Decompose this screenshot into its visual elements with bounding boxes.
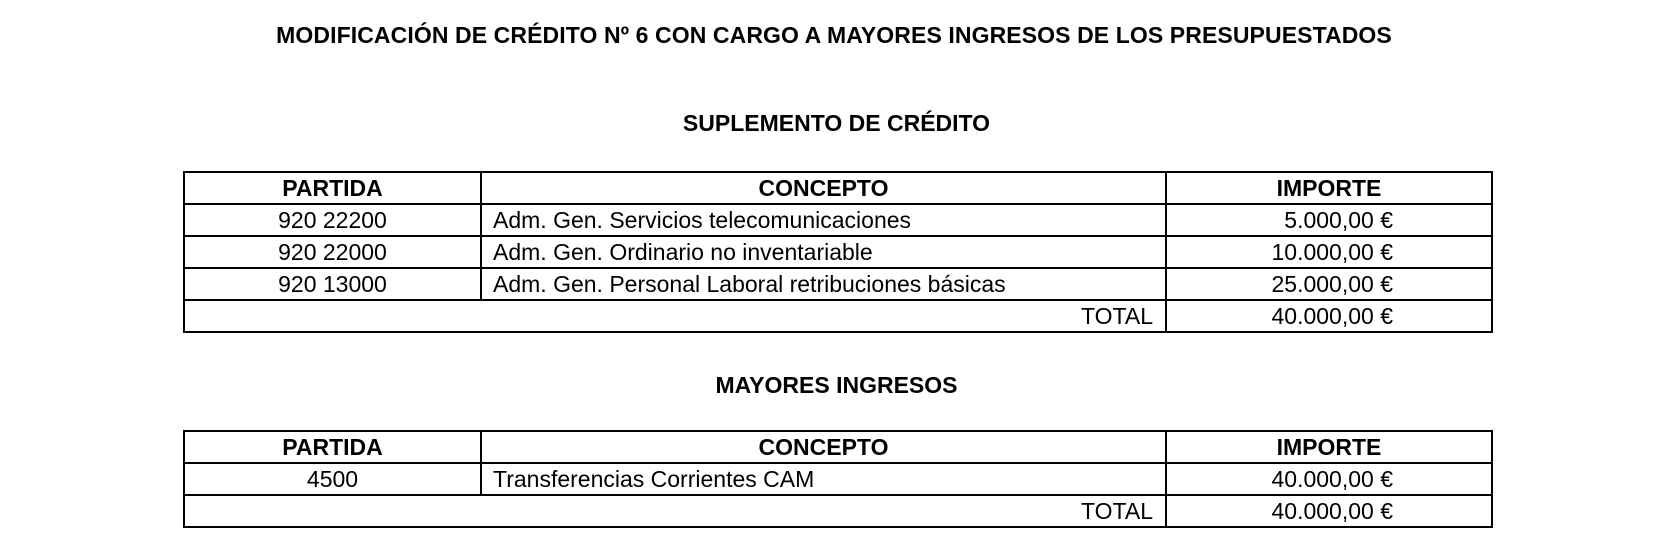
table-row (184, 204, 1492, 236)
total-value: 40.000,00 € (1166, 495, 1492, 527)
total-label: TOTAL (184, 300, 1166, 332)
header-importe: IMPORTE (1166, 431, 1492, 463)
section-title-mayores-ingresos: MAYORES INGRESOS (715, 372, 958, 398)
total-row (184, 300, 1492, 332)
header-concepto: CONCEPTO (481, 172, 1166, 204)
cell-partida: 4500 (184, 463, 481, 495)
cell-importe: 25.000,00 € (1166, 268, 1492, 300)
table-header-row (184, 172, 1492, 204)
cell-partida: 920 13000 (184, 268, 481, 300)
header-concepto: CONCEPTO (481, 431, 1166, 463)
table-row (184, 463, 1492, 495)
table-row (184, 236, 1492, 268)
cell-concepto: Transferencias Corrientes CAM (481, 463, 1166, 495)
header-importe: IMPORTE (1166, 172, 1492, 204)
cell-importe: 40.000,00 € (1166, 463, 1492, 495)
cell-concepto: Adm. Gen. Servicios telecomunicaciones (481, 204, 1166, 236)
cell-concepto: Adm. Gen. Personal Laboral retribuciones básicas (481, 268, 1166, 300)
table-row (184, 268, 1492, 300)
suplemento-table (183, 171, 1493, 333)
section-title-suplemento: SUPLEMENTO DE CRÉDITO (682, 110, 991, 136)
document-title: MODIFICACIÓN DE CRÉDITO Nº 6 CON CARGO A MAYORES INGRESOS DE LOS PRESUPUESTADOS (276, 22, 1392, 48)
total-label: TOTAL (184, 495, 1166, 527)
cell-partida: 920 22200 (184, 204, 481, 236)
total-row (184, 495, 1492, 527)
cell-partida: 920 22000 (184, 236, 481, 268)
header-partida: PARTIDA (184, 172, 481, 204)
header-partida: PARTIDA (184, 431, 481, 463)
cell-importe: 10.000,00 € (1166, 236, 1492, 268)
cell-concepto: Adm. Gen. Ordinario no inventariable (481, 236, 1166, 268)
table-header-row (184, 431, 1492, 463)
cell-importe: 5.000,00 € (1166, 204, 1492, 236)
mayores-ingresos-table (183, 430, 1493, 528)
total-value: 40.000,00 € (1166, 300, 1492, 332)
